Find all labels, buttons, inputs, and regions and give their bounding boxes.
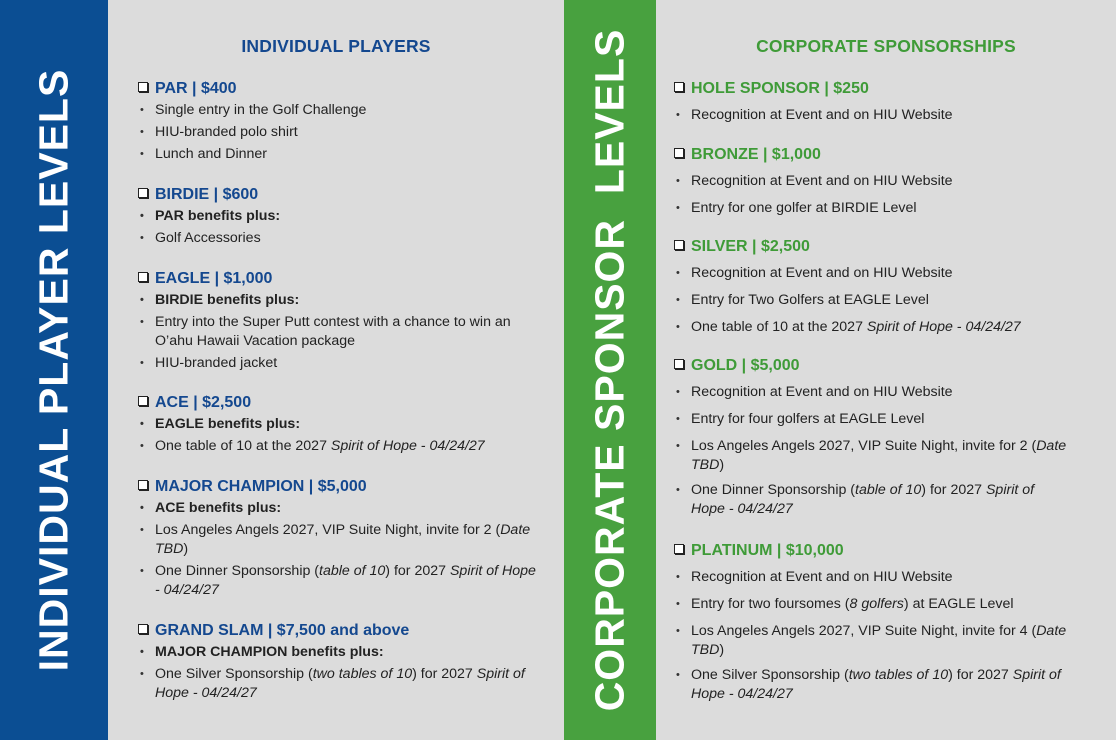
list-item: • Recognition at Event and on HIU Website <box>674 106 953 125</box>
tier-title: MAJOR CHAMPION | $5,000 <box>138 477 538 497</box>
tier-title: ACE | $2,500 <box>138 393 558 413</box>
tier-title: BRONZE | $1,000 <box>674 145 953 165</box>
individual-players-panel <box>108 0 564 740</box>
tier-gold <box>674 356 1069 525</box>
checkbox-icon <box>138 396 148 406</box>
list-item: • Entry for two foursomes (8 golfers) at EAGLE Level <box>674 595 1074 614</box>
list-item: • Entry for one golfer at BIRDIE Level <box>674 199 953 218</box>
tier-title: HOLE SPONSOR | $250 <box>674 79 953 99</box>
list-item: • BIRDIE benefits plus: <box>138 291 548 310</box>
checkbox-icon <box>138 272 148 282</box>
list-item: • Recognition at Event and on HIU Website <box>674 264 1094 283</box>
list-item: • Recognition at Event and on HIU Website <box>674 383 1069 402</box>
individual-players-heading: INDIVIDUAL PLAYERS <box>241 36 431 56</box>
list-item: • EAGLE benefits plus: <box>138 415 558 434</box>
tier-title: BIRDIE | $600 <box>138 185 280 205</box>
list-item: • One table of 10 at the 2027 Spirit of Hope - 04/24/27 <box>138 437 558 456</box>
list-item: • One Dinner Sponsorship (table of 10) for 2027 Spirit of Hope - 04/24/27 <box>674 481 1069 519</box>
list-item: • Los Angeles Angels 2027, VIP Suite Night, invite for 2 (Date TBD) <box>138 521 538 559</box>
list-item: • Golf Accessories <box>138 229 280 248</box>
list-item: • Single entry in the Golf Challenge <box>138 101 366 120</box>
list-item: • Recognition at Event and on HIU Website <box>674 568 1074 587</box>
list-item: • Los Angeles Angels 2027, VIP Suite Night, invite for 2 (Date TBD) <box>674 437 1069 475</box>
corporate-sponsorships-panel <box>656 0 1116 740</box>
checkbox-icon <box>138 624 148 634</box>
list-item: • One table of 10 at the 2027 Spirit of Hope - 04/24/27 <box>674 318 1094 337</box>
individual-levels-band <box>0 0 108 740</box>
tier-par <box>138 79 366 167</box>
list-item: • PAR benefits plus: <box>138 207 280 226</box>
tier-platinum <box>674 541 1074 710</box>
list-item: • Recognition at Event and on HIU Website <box>674 172 953 191</box>
tier-eagle <box>138 269 548 376</box>
list-item: • One Silver Sponsorship (two tables of 10) for 2027 Spirit of Hope - 04/24/27 <box>674 666 1074 704</box>
list-item: • Lunch and Dinner <box>138 145 366 164</box>
individual-levels-label: INDIVIDUAL PLAYER LEVELS <box>30 68 77 672</box>
list-item: • Los Angeles Angels 2027, VIP Suite Night, invite for 4 (Date TBD) <box>674 622 1074 660</box>
tier-title: EAGLE | $1,000 <box>138 269 548 289</box>
corporate-levels-band <box>564 0 656 740</box>
tier-title: PAR | $400 <box>138 79 366 99</box>
list-item: • Entry for four golfers at EAGLE Level <box>674 410 1069 429</box>
checkbox-icon <box>674 82 684 92</box>
list-item: • MAJOR CHAMPION benefits plus: <box>138 643 548 662</box>
tier-grand-slam <box>138 621 548 706</box>
checkbox-icon <box>138 480 148 490</box>
checkbox-icon <box>674 240 684 250</box>
checkbox-icon <box>674 359 684 369</box>
list-item: • HIU-branded jacket <box>138 354 548 373</box>
tier-major-champion <box>138 477 538 603</box>
list-item: • HIU-branded polo shirt <box>138 123 366 142</box>
tier-title: GRAND SLAM | $7,500 and above <box>138 621 548 641</box>
list-item: • One Dinner Sponsorship (table of 10) for 2027 Spirit of Hope - 04/24/27 <box>138 562 538 600</box>
checkbox-icon <box>138 82 148 92</box>
tier-birdie <box>138 185 280 251</box>
tier-title: GOLD | $5,000 <box>674 356 1069 376</box>
checkbox-icon <box>138 188 148 198</box>
list-item: • ACE benefits plus: <box>138 499 538 518</box>
tier-silver <box>674 237 1094 345</box>
tier-bronze <box>674 145 953 226</box>
checkbox-icon <box>674 148 684 158</box>
list-item: • One Silver Sponsorship (two tables of 10) for 2027 Spirit of Hope - 04/24/27 <box>138 665 548 703</box>
tier-hole-sponsor <box>674 79 953 133</box>
checkbox-icon <box>674 544 684 554</box>
tier-title: PLATINUM | $10,000 <box>674 541 1074 561</box>
corporate-levels-label: CORPORATE SPONSOR LEVELS <box>586 28 633 712</box>
tier-ace <box>138 393 558 459</box>
tier-title: SILVER | $2,500 <box>674 237 1094 257</box>
list-item: • Entry for Two Golfers at EAGLE Level <box>674 291 1094 310</box>
list-item: • Entry into the Super Putt contest with a chance to win an O’ahu Hawaii Vacation package <box>138 313 548 351</box>
corporate-sponsorships-heading: CORPORATE SPONSORSHIPS <box>756 36 1016 56</box>
